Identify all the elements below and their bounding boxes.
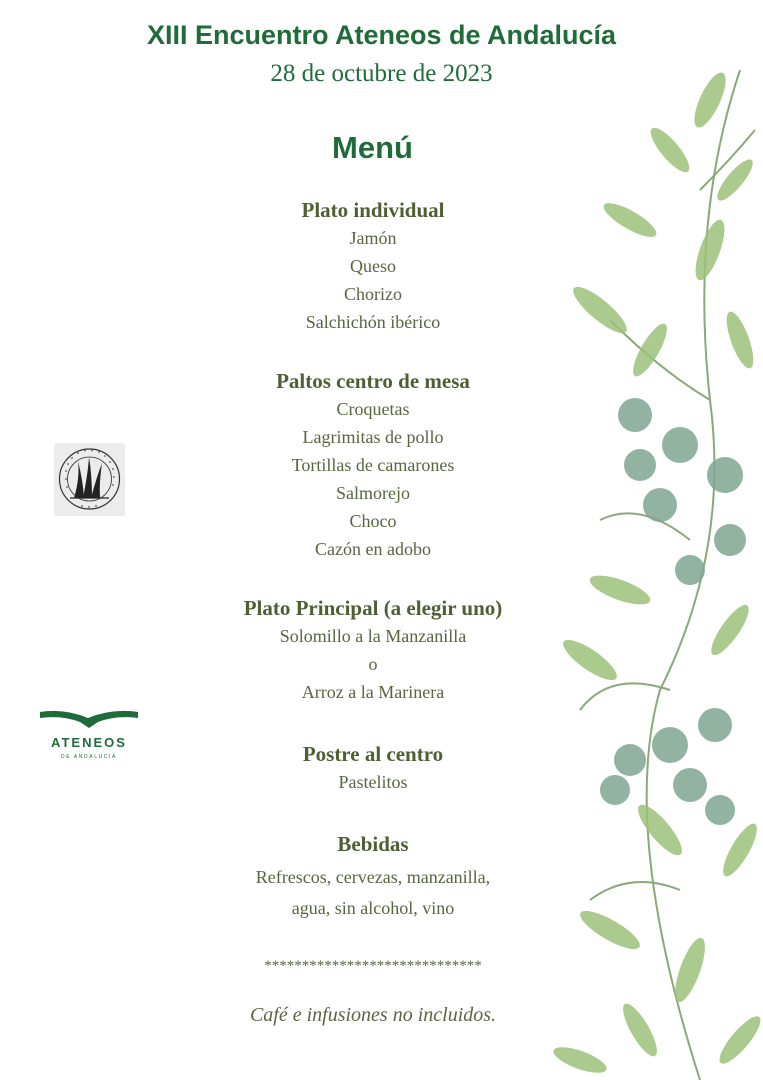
event-title: XIII Encuentro Ateneos de Andalucía bbox=[146, 20, 617, 50]
footnote: Café e infusiones no incluidos. bbox=[249, 1004, 497, 1026]
section-postre bbox=[173, 740, 573, 796]
section-centro-de-mesa bbox=[173, 367, 573, 563]
menu-item: Salmorejo bbox=[336, 483, 410, 503]
menu-item: Pastelitos bbox=[338, 772, 408, 792]
menu-item: Salchichón ibérico bbox=[305, 312, 441, 332]
section-plato-individual bbox=[173, 196, 573, 336]
section-bebidas bbox=[173, 830, 573, 924]
section-title: Paltos centro de mesa bbox=[276, 369, 470, 393]
menu-item: Queso bbox=[350, 256, 396, 276]
separator-stars: ***************************** bbox=[264, 958, 482, 974]
section-plato-principal bbox=[173, 594, 573, 706]
ateneo-seal-logo bbox=[54, 443, 125, 516]
menu-item: Chorizo bbox=[344, 284, 402, 304]
menu-item-separator: o bbox=[368, 654, 378, 674]
menu-item: Choco bbox=[349, 511, 397, 531]
menu-item: Solomillo a la Manzanilla bbox=[279, 626, 467, 646]
menu-item: Cazón en adobo bbox=[315, 539, 431, 559]
menu-heading: Menú bbox=[332, 130, 413, 165]
menu-item: Jamón bbox=[349, 228, 397, 248]
ateneos-logo-subtitle: DE ANDALUCÍA bbox=[61, 754, 117, 760]
ateneos-logo-name: ATENEOS bbox=[51, 735, 127, 750]
event-date: 28 de octubre de 2023 bbox=[270, 60, 493, 87]
menu-item: Arroz a la Marinera bbox=[301, 682, 445, 702]
decorative-foliage bbox=[540, 70, 763, 1080]
menu-item: agua, sin alcohol, vino bbox=[291, 898, 455, 918]
section-title: Postre al centro bbox=[302, 742, 444, 766]
menu-item: Croquetas bbox=[336, 399, 410, 419]
menu-item: Lagrimitas de pollo bbox=[302, 427, 444, 447]
menu-item: Refrescos, cervezas, manzanilla, bbox=[255, 867, 491, 887]
section-title: Plato individual bbox=[301, 198, 445, 222]
section-title: Bebidas bbox=[337, 832, 409, 856]
menu-item: Tortillas de camarones bbox=[291, 455, 455, 475]
section-title: Plato Principal (a elegir uno) bbox=[243, 596, 503, 620]
